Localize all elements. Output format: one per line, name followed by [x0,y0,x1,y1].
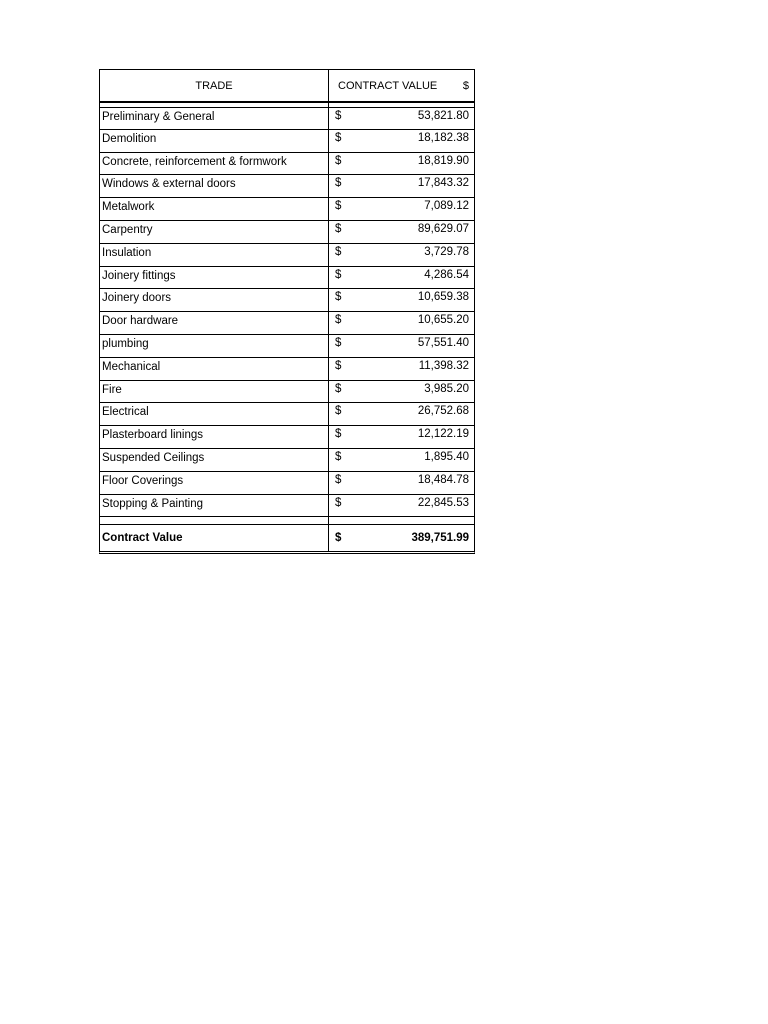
contract-value-table [99,69,475,554]
total-amount: 389,751.99 [411,532,469,545]
currency-cell: $ [335,359,342,372]
currency-cell: $ [335,131,342,144]
currency-cell: $ [335,405,342,418]
trade-cell: Joinery doors [100,289,329,311]
amount-cell: 11,398.32 [418,359,469,372]
amount-cell: 1,895.40 [424,450,469,463]
table-row [99,267,475,290]
trade-cell: Floor Coverings [100,472,329,494]
table-row [99,472,475,495]
trade-cell: Metalwork [100,198,329,220]
trade-cell: plumbing [100,335,329,357]
trade-cell: Concrete, reinforcement & formwork [100,153,329,175]
amount-cell: 4,286.54 [424,268,469,281]
header-currency: $ [462,79,469,92]
trade-cell: Suspended Ceilings [100,449,329,471]
table-body [99,107,475,517]
table-row [99,335,475,358]
trade-cell: Windows & external doors [100,175,329,197]
total-row [99,525,475,554]
table-row [99,358,475,381]
table-row [99,289,475,312]
currency-cell: $ [335,314,342,327]
currency-cell: $ [335,450,342,463]
amount-cell: 18,484.78 [417,473,469,486]
currency-cell: $ [335,268,342,281]
amount-cell: 3,985.20 [424,382,469,395]
amount-cell: 7,089.12 [424,200,469,213]
table-row [99,107,475,130]
amount-cell: 26,752.68 [417,405,469,418]
total-currency: $ [335,532,342,545]
currency-cell: $ [335,200,342,213]
amount-cell: 57,551.40 [417,336,469,349]
header-trade: TRADE [100,70,329,101]
amount-cell: 12,122.19 [417,428,469,441]
trade-cell: Plasterboard linings [100,426,329,448]
currency-cell: $ [335,336,342,349]
header-contract-value [329,70,474,101]
trade-cell: Fire [100,381,329,403]
currency-cell: $ [335,473,342,486]
currency-cell: $ [335,154,342,167]
table-row [99,221,475,244]
currency-cell: $ [335,222,342,235]
amount-cell: 10,655.20 [417,314,469,327]
amount-cell: 10,659.38 [417,291,469,304]
currency-cell: $ [335,245,342,258]
trade-cell: Insulation [100,244,329,266]
table-row [99,381,475,404]
trade-cell: Door hardware [100,312,329,334]
amount-cell: 18,819.90 [417,154,469,167]
amount-cell: 53,821.80 [417,110,469,122]
table-row [99,244,475,267]
trade-cell: Mechanical [100,358,329,380]
table-row [99,449,475,472]
table-row [99,130,475,153]
table-row [99,403,475,426]
currency-cell: $ [335,496,342,509]
table-row [99,495,475,518]
amount-cell: 89,629.07 [417,222,469,235]
total-label: Contract Value [100,525,329,551]
header-contract-value-label: CONTRACT VALUE [338,79,438,92]
table-row [99,175,475,198]
amount-cell: 17,843.32 [417,177,469,190]
trade-cell: Joinery fittings [100,267,329,289]
currency-cell: $ [335,428,342,441]
table-row [99,426,475,449]
total-spacer [99,517,475,525]
trade-cell: Electrical [100,403,329,425]
trade-cell: Demolition [100,130,329,152]
table-row [99,312,475,335]
currency-cell: $ [335,382,342,395]
trade-cell: Preliminary & General [100,108,329,129]
table-row [99,198,475,221]
trade-cell: Carpentry [100,221,329,243]
currency-cell: $ [335,110,342,122]
amount-cell: 3,729.78 [424,245,469,258]
amount-cell: 18,182.38 [417,131,469,144]
table-header [99,69,475,101]
currency-cell: $ [335,291,342,304]
table-row [99,153,475,176]
currency-cell: $ [335,177,342,190]
amount-cell: 22,845.53 [417,496,469,509]
trade-cell: Stopping & Painting [100,495,329,517]
